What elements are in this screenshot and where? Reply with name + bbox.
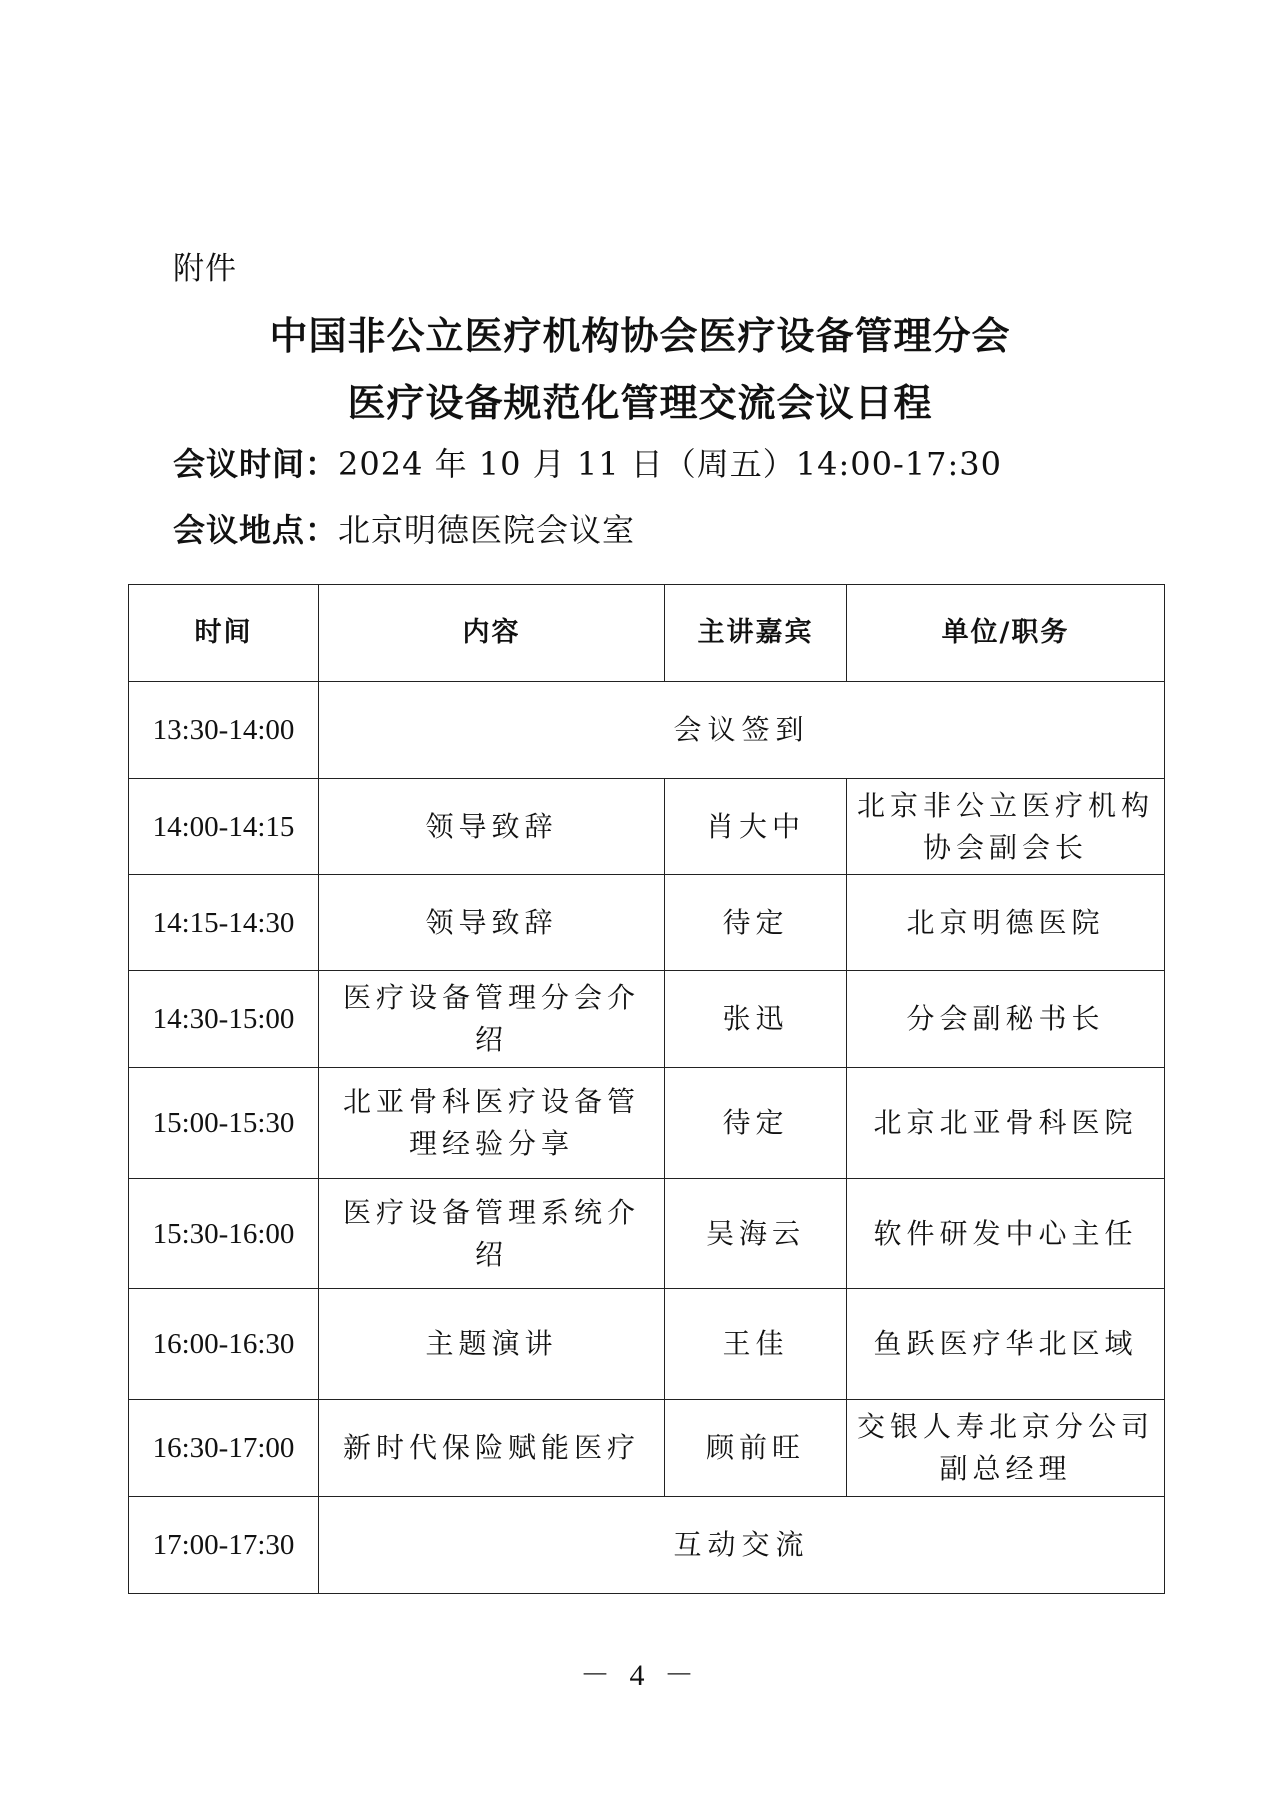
time-cell: 17:00-17:30 [129, 1497, 319, 1594]
content-cell: 医疗设备管理系统介绍 [319, 1179, 665, 1289]
speaker-cell: 王佳 [665, 1289, 847, 1400]
time-cell: 16:30-17:00 [129, 1400, 319, 1497]
time-cell: 15:00-15:30 [129, 1068, 319, 1179]
header-speaker: 主讲嘉宾 [665, 585, 847, 682]
content-cell: 北亚骨科医疗设备管理经验分享 [319, 1068, 665, 1179]
content-cell: 领导致辞 [319, 779, 665, 875]
content-cell: 会议签到 [319, 682, 1165, 779]
content-cell: 领导致辞 [319, 875, 665, 971]
table-row [129, 1179, 1165, 1289]
organization-cell: 北京北亚骨科医院 [847, 1068, 1165, 1179]
content-cell: 新时代保险赋能医疗 [319, 1400, 665, 1497]
time-cell: 14:00-14:15 [129, 779, 319, 875]
meeting-time-line [173, 439, 1002, 485]
speaker-cell: 吴海云 [665, 1179, 847, 1289]
table-row [129, 1289, 1165, 1400]
table-row [129, 1497, 1165, 1594]
speaker-cell: 待定 [665, 1068, 847, 1179]
document-title-line-1: 中国非公立医疗机构协会医疗设备管理分会 [269, 314, 1011, 358]
meeting-venue-label: 会议地点： [173, 511, 339, 549]
organization-cell: 交银人寿北京分公司副总经理 [847, 1400, 1165, 1497]
table-row [129, 779, 1165, 875]
meeting-venue-value: 北京明德医院会议室 [338, 511, 636, 549]
time-cell: 13:30-14:00 [129, 682, 319, 779]
table-row [129, 682, 1165, 779]
organization-cell: 分会副秘书长 [847, 971, 1165, 1068]
header-time: 时间 [129, 585, 319, 682]
time-cell: 14:15-14:30 [129, 875, 319, 971]
time-cell: 15:30-16:00 [129, 1179, 319, 1289]
meeting-venue-line [173, 505, 635, 551]
meeting-time-label: 会议时间： [173, 445, 339, 483]
speaker-cell: 顾前旺 [665, 1400, 847, 1497]
organization-cell: 软件研发中心主任 [847, 1179, 1165, 1289]
table-row [129, 875, 1165, 971]
table-row [129, 971, 1165, 1068]
organization-cell: 北京明德医院 [847, 875, 1165, 971]
header-organization: 单位/职务 [847, 585, 1165, 682]
document-title-line-2: 医疗设备规范化管理交流会议日程 [347, 381, 933, 425]
schedule-table [128, 584, 1165, 1594]
meeting-time-value: 2024 年 10 月 11 日（周五）14:00-17:30 [338, 445, 1003, 483]
header-content: 内容 [319, 585, 665, 682]
content-cell: 主题演讲 [319, 1289, 665, 1400]
attachment-label: 附件 [173, 251, 237, 287]
speaker-cell: 张迅 [665, 971, 847, 1068]
organization-cell: 北京非公立医疗机构协会副会长 [847, 779, 1165, 875]
speaker-cell: 肖大中 [665, 779, 847, 875]
content-cell: 互动交流 [319, 1497, 1165, 1594]
table-row [129, 1400, 1165, 1497]
schedule-header-row [129, 585, 1165, 682]
speaker-cell: 待定 [665, 875, 847, 971]
time-cell: 14:30-15:00 [129, 971, 319, 1068]
table-row [129, 1068, 1165, 1179]
organization-cell: 鱼跃医疗华北区域 [847, 1289, 1165, 1400]
content-cell: 医疗设备管理分会介绍 [319, 971, 665, 1068]
time-cell: 16:00-16:30 [129, 1289, 319, 1400]
page-number: － 4 － [580, 1659, 700, 1692]
